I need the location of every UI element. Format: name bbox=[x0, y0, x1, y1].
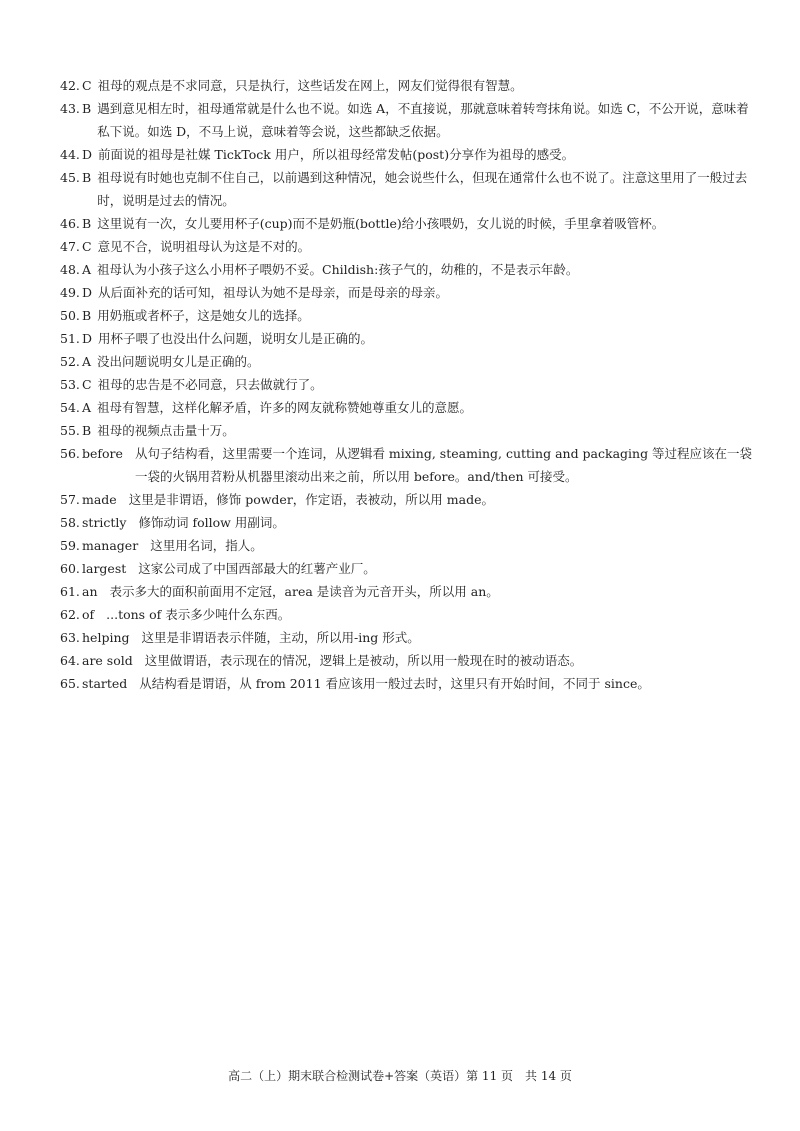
answer-number: 63. bbox=[60, 630, 80, 645]
answer-number: 53. bbox=[60, 377, 80, 392]
answer-item bbox=[60, 649, 760, 672]
answer-item bbox=[60, 442, 760, 488]
answer-item bbox=[60, 304, 760, 327]
answer-explanation: 祖母认为小孩子这么小用杯子喂奶不妥。Childish:孩子气的，幼稚的，不是表示年龄。 bbox=[97, 262, 579, 277]
answer-number: 52. bbox=[60, 354, 80, 369]
answer-item bbox=[60, 258, 760, 281]
answer-key: an bbox=[82, 584, 98, 599]
answer-explanation: 祖母有智慧，这样化解矛盾，许多的网友就称赞她尊重女儿的意愿。 bbox=[97, 400, 473, 415]
answer-key: B bbox=[82, 170, 92, 185]
answer-number: 59. bbox=[60, 538, 80, 553]
answer-number: 55. bbox=[60, 423, 80, 438]
answer-key: D bbox=[82, 285, 93, 300]
answer-item bbox=[60, 419, 760, 442]
answer-item bbox=[60, 511, 760, 534]
answer-item bbox=[60, 534, 760, 557]
answer-item bbox=[60, 281, 760, 304]
answer-number: 44. bbox=[60, 147, 80, 162]
answer-item bbox=[60, 603, 760, 626]
answer-explanation: 前面说的祖母是社媒 TickTock 用户，所以祖母经常发帖(post)分享作为祖母的感受。 bbox=[98, 147, 575, 162]
answer-number: 45. bbox=[60, 170, 80, 185]
answer-key: helping bbox=[82, 630, 130, 645]
answer-key: B bbox=[82, 216, 92, 231]
answer-key: largest bbox=[82, 561, 127, 576]
answer-item bbox=[60, 212, 760, 235]
answer-key: D bbox=[82, 147, 93, 162]
page-footer: 高二（上）期末联合检测试卷+答案（英语）第 11 页 共 14 页 bbox=[228, 1069, 572, 1083]
answer-number: 57. bbox=[60, 492, 80, 507]
answer-key: B bbox=[82, 423, 92, 438]
answer-explanation: 用奶瓶或者杯子，这是她女儿的选择。 bbox=[97, 308, 310, 323]
answer-number: 60. bbox=[60, 561, 80, 576]
answer-item bbox=[60, 97, 760, 143]
answer-list bbox=[60, 74, 760, 695]
answer-explanation: 从句子结构看，这里需要一个连词，从逻辑看 mixing, steaming, cutting and packaging 等过程应该在一袋一袋的火锅用苕粉从机器里滚动出来之前，所以用 before。and/then 可接受。 bbox=[134, 446, 753, 484]
answer-explanation: 这里说有一次，女儿要用杯子(cup)而不是奶瓶(bottle)给小孩喂奶，女儿说的时候，手里拿着吸管杯。 bbox=[97, 216, 665, 231]
answer-key: C bbox=[82, 239, 92, 254]
answer-item bbox=[60, 557, 760, 580]
answer-explanation: 表示多大的面积前面用不定冠，area 是读音为元音开头，所以用 an。 bbox=[109, 584, 499, 599]
answer-key: C bbox=[82, 78, 92, 93]
answer-number: 54. bbox=[60, 400, 80, 415]
answer-number: 47. bbox=[60, 239, 80, 254]
answer-key: D bbox=[82, 331, 93, 346]
answer-item bbox=[60, 626, 760, 649]
answer-item bbox=[60, 373, 760, 396]
answer-number: 65. bbox=[60, 676, 80, 691]
answer-explanation: 这里用名词，指人。 bbox=[150, 538, 263, 553]
answer-explanation: 这里是非谓语表示伴随，主动，所以用-ing 形式。 bbox=[141, 630, 420, 645]
answer-explanation: 遇到意见相左时，祖母通常就是什么也不说。如选 A，不直接说，那就意味着转弯抹角说。如选 C，不公开说，意味着私下说。如选 D，不马上说，意味着等会说，这些都缺乏依据。 bbox=[97, 101, 749, 139]
answer-explanation: 祖母的观点是不求同意，只是执行，这些话发在网上，网友们觉得很有智慧。 bbox=[97, 78, 523, 93]
answer-key: manager bbox=[82, 538, 139, 553]
answer-explanation: 祖母的忠告是不必同意，只去做就行了。 bbox=[97, 377, 323, 392]
answer-item bbox=[60, 166, 760, 212]
answer-number: 58. bbox=[60, 515, 80, 530]
answer-number: 42. bbox=[60, 78, 80, 93]
answer-item bbox=[60, 580, 760, 603]
answer-explanation: 没出问题说明女儿是正确的。 bbox=[97, 354, 260, 369]
answer-item bbox=[60, 235, 760, 258]
answer-explanation: 这家公司成了中国西部最大的红薯产业厂。 bbox=[138, 561, 376, 576]
answer-explanation: 从结构看是谓语，从 from 2011 看应该用一般过去时，这里只有开始时间，不同于 since。 bbox=[139, 676, 650, 691]
answer-explanation: 意见不合，说明祖母认为这是不对的。 bbox=[97, 239, 311, 254]
answer-number: 64. bbox=[60, 653, 80, 668]
answer-key: B bbox=[82, 308, 92, 323]
answer-explanation: 修饰动词 follow 用副词。 bbox=[138, 515, 285, 530]
answer-number: 46. bbox=[60, 216, 80, 231]
answer-key: A bbox=[82, 400, 92, 415]
answer-explanation: 用杯子喂了也没出什么问题，说明女儿是正确的。 bbox=[98, 331, 374, 346]
answer-key: B bbox=[82, 101, 92, 116]
answer-explanation: 从后面补充的话可知，祖母认为她不是母亲，而是母亲的母亲。 bbox=[98, 285, 449, 300]
answer-key: C bbox=[82, 377, 92, 392]
answer-number: 43. bbox=[60, 101, 80, 116]
answer-item bbox=[60, 396, 760, 419]
answer-key: strictly bbox=[82, 515, 127, 530]
answer-item bbox=[60, 74, 760, 97]
answer-number: 49. bbox=[60, 285, 80, 300]
answer-number: 61. bbox=[60, 584, 80, 599]
answer-item bbox=[60, 327, 760, 350]
answer-explanation: 祖母的视频点击量十万。 bbox=[97, 423, 235, 438]
answer-key: A bbox=[82, 354, 92, 369]
answer-key: made bbox=[82, 492, 117, 507]
answer-key: A bbox=[82, 262, 92, 277]
answer-item bbox=[60, 350, 760, 373]
answer-key: are sold bbox=[82, 653, 133, 668]
answer-explanation: 这里做谓语，表示现在的情况，逻辑上是被动，所以用一般现在时的被动语态。 bbox=[144, 653, 583, 668]
answer-number: 62. bbox=[60, 607, 80, 622]
answer-explanation: 这里是非谓语，修饰 powder，作定语，表被动，所以用 made。 bbox=[128, 492, 494, 507]
answer-number: 51. bbox=[60, 331, 80, 346]
answer-number: 50. bbox=[60, 308, 80, 323]
answer-explanation: 祖母说有时她也克制不住自己，以前遇到这种情况，她会说些什么，但现在通常什么也不说了。注意这里用了一般过去时，说明是过去的情况。 bbox=[97, 170, 748, 208]
answer-item bbox=[60, 143, 760, 166]
answer-item bbox=[60, 488, 760, 511]
answer-key: before bbox=[82, 446, 123, 461]
answer-key: of bbox=[82, 607, 95, 622]
answer-number: 56. bbox=[60, 446, 80, 461]
answer-item bbox=[60, 672, 760, 695]
answer-number: 48. bbox=[60, 262, 80, 277]
answer-explanation: ...tons of 表示多少吨什么东西。 bbox=[106, 607, 291, 622]
answer-key: started bbox=[82, 676, 128, 691]
